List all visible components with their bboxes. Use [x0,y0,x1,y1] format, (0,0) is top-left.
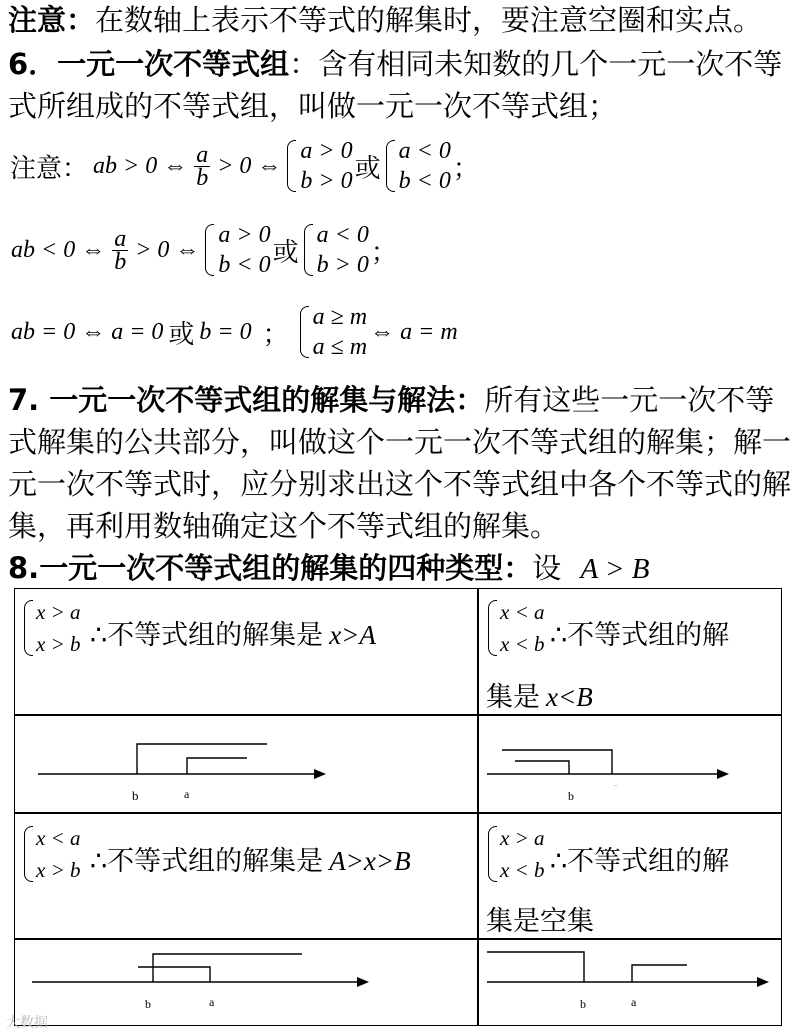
case3-system: x < a x > b [22,822,81,886]
number-line-case1 [14,714,479,814]
item6-text1: 含有相同未知数的几个一元一次不等 [318,47,783,81]
item8-line: 8.一元一次不等式组的解集的四种类型：设 A > B [8,551,650,585]
item7-line4: 集，再利用数轴确定这个不等式组的解集。 [8,509,560,543]
case3-text: ∴不等式组的解集是 A>x>B [90,846,411,877]
label-b: b [132,788,139,803]
case2-text2: 集是 x<B [486,682,593,713]
case4-text2: 集是空集 [486,906,594,937]
number-line-case4 [477,938,782,1026]
label-b: b [145,997,151,1011]
system-1: a > 0 b < 0 [202,220,270,280]
note-title: 注意： [8,3,96,37]
system-2: a < 0 b > 0 [301,220,369,280]
case4-text: ∴不等式组的解 [550,846,730,877]
item8-title: 8.一元一次不等式组的解集的四种类型： [8,551,533,585]
fraction: $\frac{a}{b}$ [114,225,127,275]
case1-system: x > a x > b [22,596,81,660]
item6-line1: 6．一元一次不等式组：含有相同未知数的几个一元一次不等 [8,47,783,81]
case4-system: x > a x < b [486,822,545,886]
item7-line3: 元一次不等式时，应分别求出这个不等式组中各个不等式的解 [8,467,792,501]
note-label: 注意： [10,153,89,184]
item6-line2 [8,86,617,126]
item6-title: 6．一元一次不等式组 [8,47,290,81]
math-row-2: ab < 0 ⇔ $\frac{a}{b}$ > 0 ⇔ a > 0 b < 0 或 a < 0 b > 0 ； [11,222,397,278]
system-1: a > 0 b > 0 [284,136,352,196]
fraction: $\frac{a}{b}$ [196,141,209,191]
item6-text2: 式所组成的不等式组，叫做一元一次不等式组； [8,89,618,123]
label-a: ˜ [614,784,618,795]
case2-text: ∴不等式组的解 [550,620,730,651]
item7-title: 7. 一元一次不等式组的解集与解法： [8,383,485,417]
note-text: 在数轴上表示不等式的解集时，要注意空圈和实点。 [95,3,763,37]
note-line [8,0,762,40]
label-a: a [631,995,637,1009]
system-3: a ≥ m a ≤ m [297,302,368,362]
system-2: a < 0 b < 0 [383,136,451,196]
table-cell [14,588,479,716]
item7-line1: 7. 一元一次不等式组的解集与解法：所有这些一元一次不等 [8,383,775,417]
math-row-1: 注意： ab > 0 ⇔ $\frac{a}{b}$ > 0 ⇔ a > 0 b > 0 或 a < 0 b < 0 ； [10,138,479,194]
case1-text: ∴不等式组的解集是 x>A [90,620,376,651]
label-b: b [568,789,574,803]
case2-system: x < a x < b [486,596,545,660]
number-line-case2 [477,714,782,814]
math-row-3: ab = 0 ⇔ a = 0 或 b = 0 ； a ≥ m a ≤ m ⇔ a = m [11,304,458,360]
label-b: b [580,997,586,1011]
watermark: 大数据 [6,1015,48,1031]
label-a: a [209,995,215,1009]
label-a: a [184,787,190,801]
item7-line2: 式解集的公共部分，叫做这个一元一次不等式组的解集；解一 [8,425,792,459]
number-line-case3 [14,938,479,1026]
